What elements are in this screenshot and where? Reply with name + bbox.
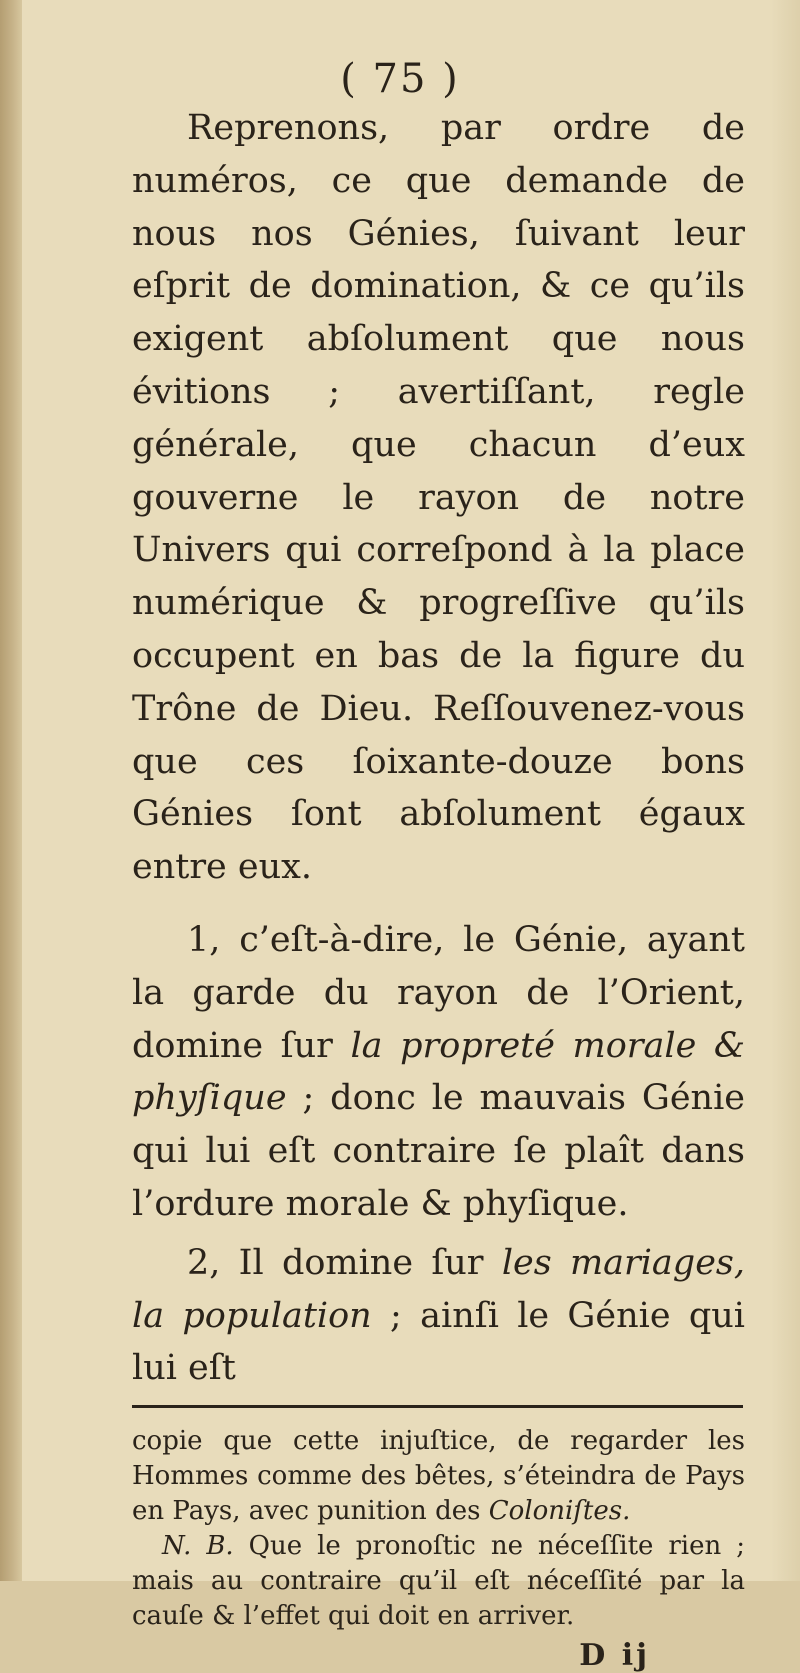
page-edge-shadow <box>770 0 800 1581</box>
footnote-continuation <box>132 1424 745 1529</box>
footnote-block <box>132 1424 745 1634</box>
footnote-divider <box>132 1405 743 1408</box>
main-text-block <box>132 102 745 1673</box>
paragraph-genie-1-text-start: 1, c’eſt-à-dire, le Génie, ayant la garde du rayon de l’Orient, domine ſur <box>132 919 745 1066</box>
footnote-nb-text: Que le pronoſtic ne néceſſite rien ; mais au contraire qu’il eſt néceſſité par la cauſe & l’effet qui doit en arriver. <box>132 1531 745 1632</box>
paragraph-genie-2-text-end: ; ainſi le Génie qui lui eſt <box>132 1295 745 1389</box>
paragraph-genie-2-emphasis: les mariages, la population <box>132 1242 745 1336</box>
paragraph-intro: Reprenons, par ordre de numéros, ce que demande de nous nos Génies, ſuivant leur eſprit de domination, & ce qu’ils exigent abſolument que nous évitions ; avertiſſant, regle générale, que chacun d’eux gouverne le rayon de notre Univers qui correſpond à la place numérique & progreſſive qu’ils occupent en bas de la figure du Trône de Dieu. Reſſouvenez-vous que ces ſoixante-douze bons Génies ſont abſolument égaux entre eux. <box>132 108 745 888</box>
paragraph-genie-2-text-start: 2, Il domine ſur <box>187 1242 502 1283</box>
footnote-nb <box>132 1529 745 1634</box>
paragraph-genie-2 <box>132 1237 745 1395</box>
page-number: ( 75 ) <box>340 56 460 102</box>
footnote-text: copie que cette injuſtice, de regarder les Hommes comme des bêtes, s’éteindra de Pays en Pays, avec punition des <box>132 1426 745 1527</box>
footnote-nb-label: N. B. <box>162 1531 234 1562</box>
paragraph-genie-1-text-end: ; donc le mauvais Génie qui lui eſt contraire ſe plaît dans l’ordure morale & phyſique. <box>132 1078 745 1224</box>
footnote-emphasis: Coloniſtes. <box>488 1496 631 1527</box>
paragraph-genie-1 <box>132 914 745 1231</box>
paragraph-genie-1-emphasis: la propreté morale & phyſique <box>132 1025 745 1119</box>
signature-mark: D ij <box>579 1638 650 1673</box>
book-spine-edge <box>0 0 22 1581</box>
